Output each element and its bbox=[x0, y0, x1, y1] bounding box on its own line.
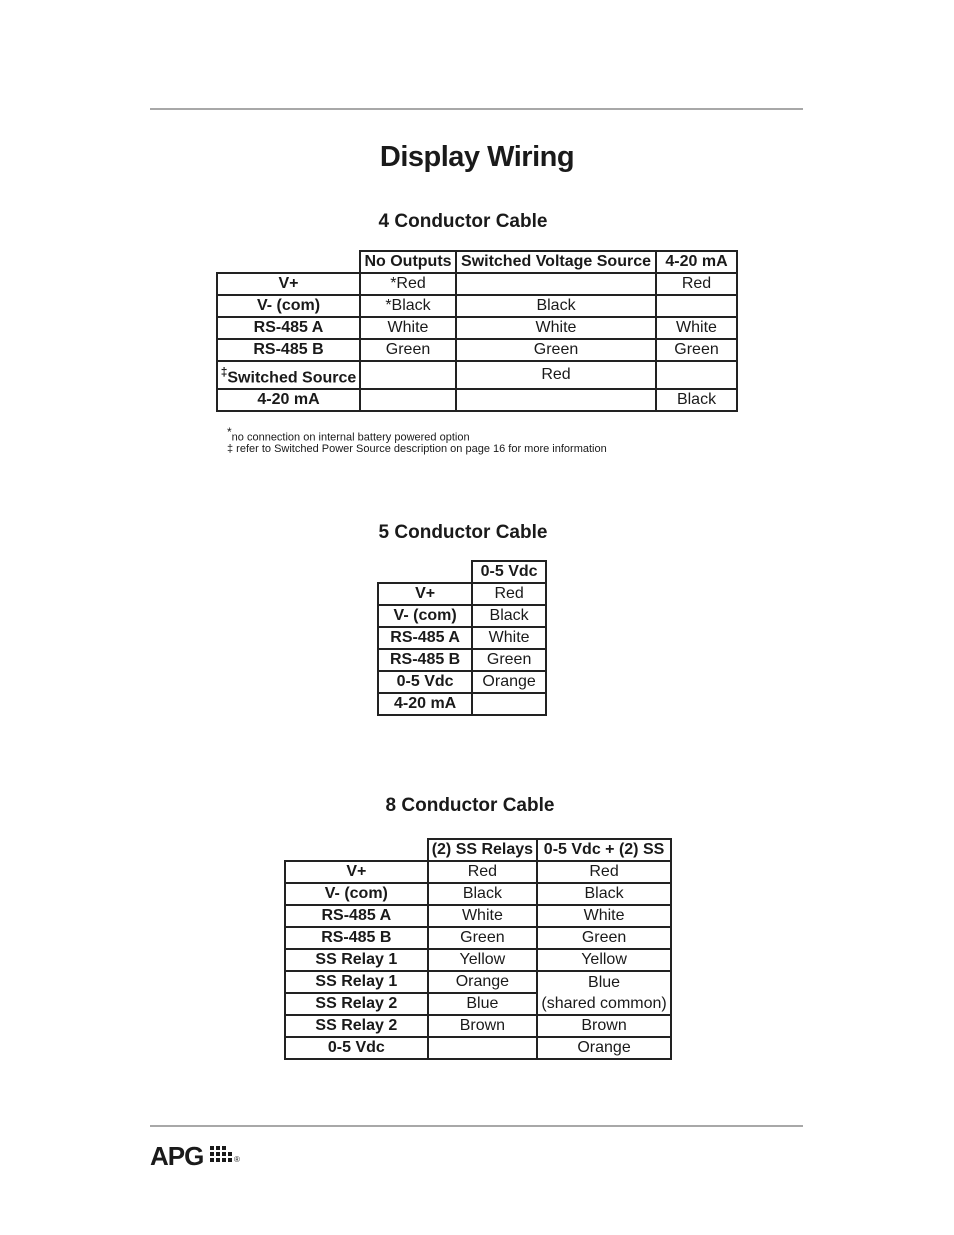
row-label bbox=[217, 361, 360, 389]
table-cell: Red bbox=[656, 273, 737, 295]
table8-header: (2) SS Relays bbox=[428, 839, 537, 861]
table-cell: Black bbox=[472, 605, 546, 627]
table-cell: Black bbox=[537, 883, 671, 905]
table-cell: White bbox=[428, 905, 537, 927]
double-dagger-mark: ‡ bbox=[227, 443, 234, 455]
table4-header: Switched Voltage Source bbox=[456, 251, 656, 273]
logo-grid-icon bbox=[210, 1146, 234, 1166]
table4-header-row bbox=[217, 251, 737, 273]
table-cell: *Black bbox=[360, 295, 456, 317]
table-cell: White bbox=[472, 627, 546, 649]
table5-title: 5 Conductor Cable bbox=[378, 522, 548, 543]
table8-header-row bbox=[285, 839, 671, 861]
table-cell: Black bbox=[456, 295, 656, 317]
double-dagger-mark: ‡ bbox=[220, 365, 228, 379]
table-cell bbox=[360, 361, 456, 389]
table5-header-row bbox=[378, 561, 546, 583]
table4-header: No Outputs bbox=[360, 251, 456, 273]
table-row bbox=[217, 317, 737, 339]
page-title: Display Wiring bbox=[379, 141, 575, 173]
table-row bbox=[285, 971, 671, 993]
table-row bbox=[378, 649, 546, 671]
apg-logo bbox=[150, 1143, 240, 1171]
row-label: SS Relay 2 bbox=[285, 993, 428, 1015]
table-row bbox=[285, 861, 671, 883]
bottom-rule bbox=[150, 1125, 803, 1127]
table-row bbox=[217, 389, 737, 411]
table-cell: White bbox=[537, 905, 671, 927]
table-row bbox=[285, 927, 671, 949]
table8-title: 8 Conductor Cable bbox=[385, 795, 555, 816]
table-cell: Blue bbox=[537, 971, 671, 993]
table5-header: 0-5 Vdc bbox=[472, 561, 546, 583]
top-rule bbox=[150, 108, 803, 110]
table4 bbox=[216, 250, 738, 412]
table-cell: Brown bbox=[537, 1015, 671, 1037]
footnote-1 bbox=[227, 425, 470, 444]
row-label: RS-485 B bbox=[217, 339, 360, 361]
row-label: 4-20 mA bbox=[217, 389, 360, 411]
table-row bbox=[285, 1015, 671, 1037]
row-label: RS-485 B bbox=[285, 927, 428, 949]
row-label: RS-485 A bbox=[378, 627, 472, 649]
table-cell: Green bbox=[456, 339, 656, 361]
registered-mark: ® bbox=[234, 1155, 240, 1164]
table-cell bbox=[656, 361, 737, 389]
table4-title: 4 Conductor Cable bbox=[378, 211, 548, 232]
table-row bbox=[378, 627, 546, 649]
table-cell: Red bbox=[537, 861, 671, 883]
table-cell: Orange bbox=[472, 671, 546, 693]
table-cell: Green bbox=[360, 339, 456, 361]
table-cell bbox=[456, 389, 656, 411]
row-label-text: Switched Source bbox=[227, 369, 357, 387]
row-label: RS-485 A bbox=[285, 905, 428, 927]
row-label: 4-20 mA bbox=[378, 693, 472, 715]
table-cell: Green bbox=[472, 649, 546, 671]
table-cell: Orange bbox=[537, 1037, 671, 1059]
table-row bbox=[285, 1037, 671, 1059]
row-label: V- (com) bbox=[217, 295, 360, 317]
row-label: 0-5 Vdc bbox=[285, 1037, 428, 1059]
table4-header: 4-20 mA bbox=[656, 251, 737, 273]
row-label: SS Relay 1 bbox=[285, 971, 428, 993]
row-label: V- (com) bbox=[378, 605, 472, 627]
table-cell bbox=[428, 1037, 537, 1059]
table-row bbox=[217, 273, 737, 295]
row-label: V+ bbox=[378, 583, 472, 605]
table-row bbox=[285, 993, 671, 1015]
table8-header: 0-5 Vdc + (2) SS bbox=[537, 839, 671, 861]
table-row bbox=[285, 905, 671, 927]
table8-corner bbox=[285, 839, 428, 861]
table-cell: White bbox=[360, 317, 456, 339]
table4-corner bbox=[217, 251, 360, 273]
table-cell: Yellow bbox=[428, 949, 537, 971]
table-cell: White bbox=[656, 317, 737, 339]
row-label: RS-485 A bbox=[217, 317, 360, 339]
table-cell bbox=[360, 389, 456, 411]
row-label: V+ bbox=[217, 273, 360, 295]
row-label: 0-5 Vdc bbox=[378, 671, 472, 693]
table-row bbox=[285, 883, 671, 905]
row-label: V+ bbox=[285, 861, 428, 883]
table-row bbox=[217, 295, 737, 317]
row-label: V- (com) bbox=[285, 883, 428, 905]
row-label: SS Relay 1 bbox=[285, 949, 428, 971]
table-cell bbox=[456, 273, 656, 295]
table-cell bbox=[472, 693, 546, 715]
table-row bbox=[285, 949, 671, 971]
asterisk-mark: * bbox=[227, 425, 232, 439]
logo-text: APG bbox=[150, 1141, 204, 1171]
table5-corner bbox=[378, 561, 472, 583]
table-cell: Green bbox=[537, 927, 671, 949]
table5 bbox=[377, 560, 547, 716]
table-cell: Orange bbox=[428, 971, 537, 993]
table8 bbox=[284, 838, 672, 1060]
table-row bbox=[217, 361, 737, 389]
table-cell: Green bbox=[656, 339, 737, 361]
table-row bbox=[378, 583, 546, 605]
row-label: RS-485 B bbox=[378, 649, 472, 671]
footnote-1-text: no connection on internal battery powered option bbox=[231, 431, 470, 444]
footnote-2 bbox=[227, 443, 607, 455]
footnote-2-text: refer to Switched Power Source description on page 16 for more information bbox=[233, 443, 607, 455]
table-cell bbox=[656, 295, 737, 317]
table-cell: (shared common) bbox=[537, 993, 671, 1015]
table-cell: *Red bbox=[360, 273, 456, 295]
row-label: SS Relay 2 bbox=[285, 1015, 428, 1037]
table-cell: Blue bbox=[428, 993, 537, 1015]
table-cell: White bbox=[456, 317, 656, 339]
table-cell: Black bbox=[428, 883, 537, 905]
table-cell: Black bbox=[656, 389, 737, 411]
table-cell: Brown bbox=[428, 1015, 537, 1037]
table-cell: Red bbox=[472, 583, 546, 605]
table-row bbox=[378, 605, 546, 627]
table-row bbox=[378, 671, 546, 693]
table-cell: Yellow bbox=[537, 949, 671, 971]
table-cell: Green bbox=[428, 927, 537, 949]
table-cell: Red bbox=[428, 861, 537, 883]
table-row bbox=[378, 693, 546, 715]
table-row bbox=[217, 339, 737, 361]
table-cell: Red bbox=[456, 361, 656, 389]
